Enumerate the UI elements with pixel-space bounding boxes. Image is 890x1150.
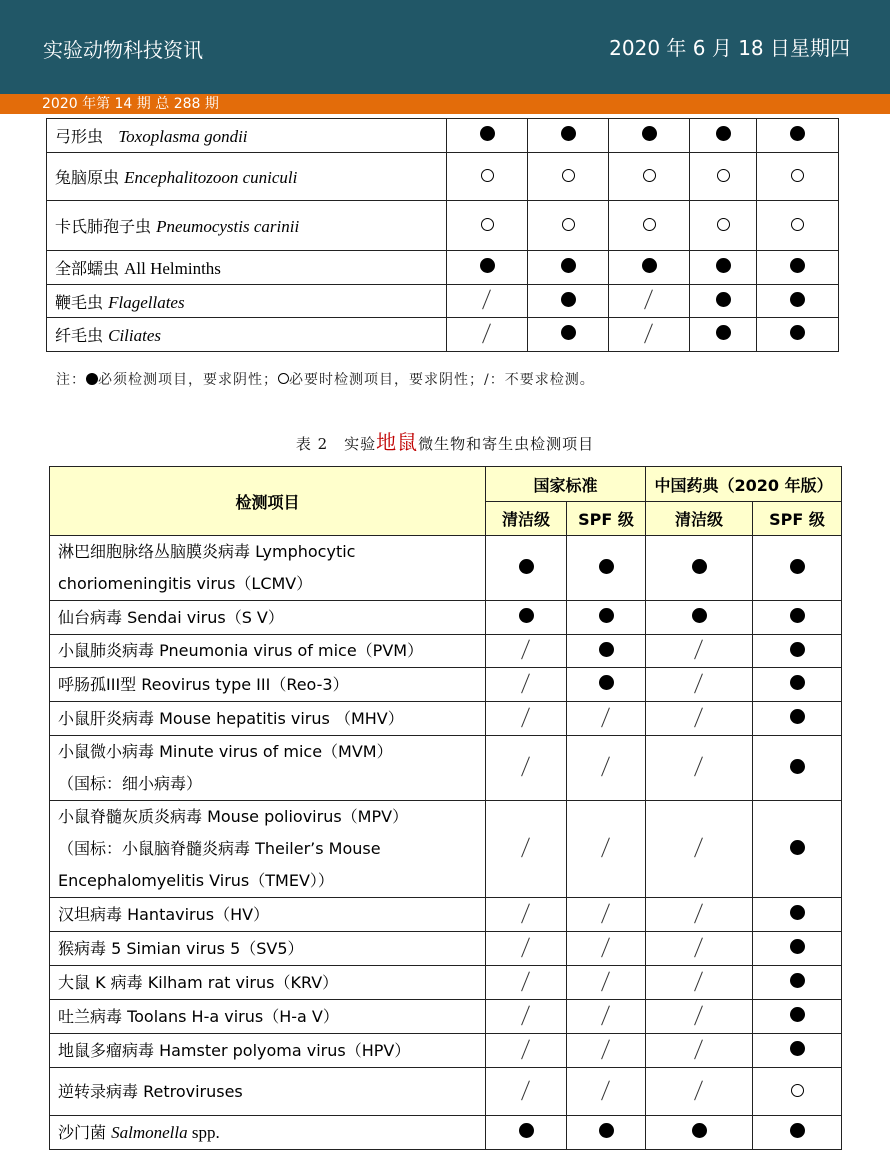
open-circle-icon — [791, 1084, 804, 1097]
item-line: 小鼠肺炎病毒 Pneumonia virus of mice（PVM） — [58, 641, 424, 660]
mark-cell — [753, 668, 842, 702]
mark-cell — [567, 702, 646, 736]
item-cn: 沙门菌 — [58, 1122, 107, 1142]
mark-cell — [646, 1116, 753, 1150]
table-row — [50, 1000, 842, 1034]
mark-cell — [567, 1116, 646, 1150]
item-latin: Flagellates — [108, 292, 185, 312]
open-circle-icon — [791, 218, 804, 231]
mark-cell — [486, 1068, 567, 1116]
mark-cell — [567, 635, 646, 668]
slash-icon — [520, 755, 532, 777]
mark-cell — [690, 285, 757, 318]
slash-icon — [520, 1038, 532, 1060]
item-latin: Ciliates — [108, 326, 162, 345]
open-circle-icon — [717, 218, 730, 231]
mark-cell — [528, 285, 609, 318]
mark-cell — [528, 153, 609, 201]
mark-cell — [447, 285, 528, 318]
slash-icon — [693, 836, 705, 858]
item-cn: 弓形虫 — [55, 127, 104, 146]
slash-icon — [520, 706, 532, 728]
item-line: 汉坦病毒 Hantavirus（HV） — [58, 904, 270, 924]
open-circle-icon — [278, 373, 289, 384]
filled-dot-icon — [692, 1123, 707, 1138]
filled-dot-icon — [519, 608, 534, 623]
header-sub-spf-1: SPF 级 — [567, 502, 646, 536]
header-sub-clean-1: 清洁级 — [486, 502, 567, 536]
table-1-parasites — [46, 118, 839, 352]
header-national-standard: 国家标准 — [486, 467, 646, 502]
filled-dot-icon — [790, 126, 805, 141]
filled-dot-icon — [716, 258, 731, 273]
mark-cell — [757, 285, 839, 318]
open-circle-icon — [643, 218, 656, 231]
mark-cell — [646, 966, 753, 1000]
item-name — [47, 251, 447, 285]
filled-dot-icon — [599, 559, 614, 574]
mark-cell — [609, 251, 690, 285]
slash-icon — [520, 836, 532, 858]
mark-cell — [528, 251, 609, 285]
publication-title: 实验动物科技资讯 — [43, 38, 203, 62]
header-sub-clean-2: 清洁级 — [646, 502, 753, 536]
filled-dot-icon — [716, 292, 731, 307]
slash-icon — [520, 936, 532, 958]
table-row — [47, 285, 839, 318]
item-name — [47, 119, 447, 153]
filled-dot-icon — [519, 1123, 534, 1138]
mark-cell — [609, 285, 690, 318]
filled-dot-icon — [599, 608, 614, 623]
slash-icon — [600, 1004, 612, 1026]
mark-cell — [486, 801, 567, 898]
filled-dot-icon — [480, 258, 495, 273]
item-latin-suffix: spp. — [187, 1122, 220, 1142]
table-row — [47, 201, 839, 251]
filled-dot-icon — [692, 608, 707, 623]
mark-cell — [609, 153, 690, 201]
item-line: （国标：小鼠脑脊髓炎病毒 Theiler’s Mouse — [58, 839, 381, 858]
caption-prefix: 表 2 实验 — [295, 435, 377, 453]
mark-cell — [646, 736, 753, 801]
publication-date: 2020 年 6 月 18 日星期四 — [609, 36, 850, 60]
slash-icon — [693, 970, 705, 992]
mark-cell — [486, 966, 567, 1000]
slash-icon — [600, 1038, 612, 1060]
item-name — [50, 1068, 486, 1116]
filled-dot-icon — [642, 258, 657, 273]
slash-icon — [600, 936, 612, 958]
mark-cell — [646, 702, 753, 736]
table-row — [50, 898, 842, 932]
mark-cell — [753, 898, 842, 932]
table-row — [47, 119, 839, 153]
open-circle-icon — [643, 169, 656, 182]
mark-cell — [757, 201, 839, 251]
slash-icon — [481, 288, 493, 310]
slash-icon — [600, 970, 612, 992]
table-2-caption — [0, 426, 890, 455]
mark-cell — [757, 153, 839, 201]
mark-cell — [567, 536, 646, 601]
mark-cell — [447, 251, 528, 285]
mark-cell — [486, 1116, 567, 1150]
open-circle-icon — [481, 218, 494, 231]
mark-cell — [567, 1000, 646, 1034]
mark-cell — [753, 801, 842, 898]
table-row — [47, 318, 839, 352]
legend-note — [56, 369, 595, 389]
mark-cell — [486, 702, 567, 736]
item-line: 小鼠微小病毒 Minute virus of mice（MVM） — [58, 742, 393, 761]
mark-cell — [447, 318, 528, 352]
table-row — [50, 966, 842, 1000]
table-row — [50, 601, 842, 635]
item-cn: 纤毛虫 — [55, 326, 104, 345]
item-latin: Encephalitozoon cuniculi — [124, 168, 298, 187]
item-line: Encephalomyelitis Virus（TMEV）） — [58, 871, 334, 890]
mark-cell — [486, 668, 567, 702]
item-name — [47, 153, 447, 201]
mark-cell — [753, 736, 842, 801]
table-row — [47, 153, 839, 201]
mark-cell — [646, 1000, 753, 1034]
mark-cell — [753, 1116, 842, 1150]
slash-icon — [520, 1004, 532, 1026]
item-line: 小鼠脊髓灰质炎病毒 Mouse poliovirus（MPV） — [58, 807, 409, 826]
mark-cell — [486, 536, 567, 601]
filled-dot-icon — [790, 1041, 805, 1056]
mark-cell — [567, 966, 646, 1000]
slash-icon — [600, 706, 612, 728]
item-line: 呼肠孤III型 Reovirus type III（Reo-3） — [58, 674, 349, 694]
filled-dot-icon — [561, 325, 576, 340]
slash-icon — [693, 902, 705, 924]
mark-cell — [757, 119, 839, 153]
slash-icon — [693, 706, 705, 728]
item-name — [50, 801, 486, 898]
filled-dot-icon — [790, 258, 805, 273]
filled-dot-icon — [790, 559, 805, 574]
slash-icon — [520, 672, 532, 694]
filled-dot-icon — [790, 973, 805, 988]
item-name — [50, 1034, 486, 1068]
item-name — [50, 702, 486, 736]
item-latin: All Helminths — [124, 259, 221, 278]
filled-dot-icon — [790, 1123, 805, 1138]
mark-cell — [753, 1068, 842, 1116]
mark-cell — [757, 318, 839, 352]
table-row — [50, 702, 842, 736]
item-name — [47, 318, 447, 352]
table-row — [50, 635, 842, 668]
item-latin: Salmonella — [111, 1122, 188, 1142]
mark-cell — [646, 1068, 753, 1116]
mark-cell — [486, 932, 567, 966]
mark-cell — [486, 736, 567, 801]
mark-cell — [609, 201, 690, 251]
slash-icon — [520, 638, 532, 660]
mark-cell — [486, 1034, 567, 1068]
open-circle-icon — [481, 169, 494, 182]
mark-cell — [609, 119, 690, 153]
mark-cell — [567, 1034, 646, 1068]
filled-dot-icon — [790, 608, 805, 623]
item-cn: 鞭毛虫 — [55, 292, 104, 312]
mark-cell — [528, 201, 609, 251]
item-name — [50, 601, 486, 635]
filled-dot-icon — [716, 325, 731, 340]
mark-cell — [753, 966, 842, 1000]
mark-cell — [753, 635, 842, 668]
mark-cell — [753, 601, 842, 635]
mark-cell — [753, 536, 842, 601]
header-pharmacopoeia: 中国药典（2020 年版） — [646, 467, 842, 502]
mark-cell — [753, 932, 842, 966]
slash-icon — [600, 836, 612, 858]
slash-icon — [600, 1079, 612, 1101]
mark-cell — [447, 201, 528, 251]
table-row — [50, 1034, 842, 1068]
table-row — [50, 801, 842, 898]
mark-cell — [753, 702, 842, 736]
mark-cell — [753, 1000, 842, 1034]
masthead — [0, 0, 890, 94]
filled-dot-icon — [790, 292, 805, 307]
slash-icon — [481, 322, 493, 344]
note-optional: 必要时检测项目，要求阴性； — [289, 372, 484, 388]
item-line: 小鼠肝炎病毒 Mouse hepatitis virus （MHV） — [58, 708, 404, 728]
item-cn: 卡氏肺孢子虫 — [55, 217, 152, 236]
slash-icon — [643, 322, 655, 344]
mark-cell — [646, 668, 753, 702]
item-line: 地鼠多瘤病毒 Hamster polyoma virus（HPV） — [58, 1040, 411, 1060]
filled-dot-icon — [480, 126, 495, 141]
mark-cell — [646, 1034, 753, 1068]
table-row — [50, 736, 842, 801]
slash-icon — [693, 638, 705, 660]
item-name — [47, 201, 447, 251]
mark-cell — [486, 1000, 567, 1034]
note-required: 必须检测项目，要求阴性； — [98, 372, 278, 388]
slash-icon — [693, 1038, 705, 1060]
item-name — [50, 668, 486, 702]
mark-cell — [646, 635, 753, 668]
item-name — [50, 966, 486, 1000]
mark-cell — [528, 119, 609, 153]
table-row — [50, 1068, 842, 1116]
mark-cell — [753, 1034, 842, 1068]
caption-highlight: 地鼠 — [376, 430, 419, 454]
slash-icon — [693, 1004, 705, 1026]
filled-dot-icon — [561, 126, 576, 141]
mark-cell — [567, 801, 646, 898]
mark-cell — [567, 1068, 646, 1116]
issue-number: 2020 年第 14 期 总 288 期 — [42, 96, 219, 112]
filled-dot-icon — [790, 905, 805, 920]
item-name — [47, 285, 447, 318]
mark-cell — [646, 898, 753, 932]
item-line: 逆转录病毒 Retroviruses — [58, 1081, 243, 1101]
mark-cell — [447, 153, 528, 201]
slash-icon — [643, 288, 655, 310]
mark-cell — [757, 251, 839, 285]
slash-icon — [520, 902, 532, 924]
mark-cell — [609, 318, 690, 352]
header-item: 检测项目 — [50, 467, 486, 536]
item-line: 吐兰病毒 Toolans H-a virus（H-a V） — [58, 1006, 339, 1026]
slash-icon — [520, 970, 532, 992]
filled-dot-icon — [561, 258, 576, 273]
mark-cell — [690, 119, 757, 153]
slash-icon — [600, 755, 612, 777]
mark-cell — [486, 635, 567, 668]
item-latin: Pneumocystis carinii — [156, 217, 300, 236]
filled-dot-icon — [599, 675, 614, 690]
slash-icon — [600, 902, 612, 924]
slash-icon — [693, 755, 705, 777]
item-name — [50, 932, 486, 966]
item-line: choriomeningitis virus（LCMV） — [58, 574, 313, 593]
item-line: 仙台病毒 Sendai virus（S V） — [58, 607, 284, 627]
item-line: （国标：细小病毒） — [58, 774, 203, 793]
item-cn: 全部蠕虫 — [55, 259, 120, 278]
filled-dot-icon — [790, 709, 805, 724]
slash-icon — [520, 1079, 532, 1101]
mark-cell — [567, 898, 646, 932]
open-circle-icon — [562, 169, 575, 182]
item-name — [50, 1000, 486, 1034]
mark-cell — [690, 251, 757, 285]
table-row — [50, 536, 842, 601]
filled-dot-icon — [599, 642, 614, 657]
table-2-hamster — [49, 466, 842, 1150]
filled-dot-icon — [790, 642, 805, 657]
filled-dot-icon — [599, 1123, 614, 1138]
item-name — [50, 635, 486, 668]
open-circle-icon — [791, 169, 804, 182]
item-cn: 兔脑原虫 — [55, 168, 120, 187]
filled-dot-icon — [790, 1007, 805, 1022]
item-name — [50, 1116, 486, 1150]
table-row — [50, 932, 842, 966]
mark-cell — [567, 668, 646, 702]
note-none: /：不要求检测。 — [484, 372, 595, 388]
mark-cell — [528, 318, 609, 352]
slash-icon — [693, 1079, 705, 1101]
filled-dot-icon — [86, 373, 98, 385]
item-latin: Toxoplasma gondii — [118, 127, 248, 146]
item-name — [50, 536, 486, 601]
mark-cell — [646, 801, 753, 898]
table-row — [50, 668, 842, 702]
mark-cell — [690, 153, 757, 201]
mark-cell — [646, 536, 753, 601]
filled-dot-icon — [790, 325, 805, 340]
item-name — [50, 898, 486, 932]
filled-dot-icon — [790, 840, 805, 855]
mark-cell — [567, 736, 646, 801]
mark-cell — [567, 601, 646, 635]
item-line: 大鼠 K 病毒 Kilham rat virus（KRV） — [58, 972, 339, 992]
filled-dot-icon — [642, 126, 657, 141]
item-line: 猴病毒 5 Simian virus 5（SV5） — [58, 938, 304, 958]
mark-cell — [567, 932, 646, 966]
mark-cell — [486, 898, 567, 932]
caption-suffix: 微生物和寄生虫检测项目 — [418, 435, 595, 453]
issue-strip — [0, 94, 890, 114]
mark-cell — [690, 318, 757, 352]
item-name — [50, 736, 486, 801]
mark-cell — [486, 601, 567, 635]
filled-dot-icon — [790, 675, 805, 690]
open-circle-icon — [562, 218, 575, 231]
header-sub-spf-2: SPF 级 — [753, 502, 842, 536]
open-circle-icon — [717, 169, 730, 182]
filled-dot-icon — [790, 759, 805, 774]
mark-cell — [447, 119, 528, 153]
filled-dot-icon — [561, 292, 576, 307]
filled-dot-icon — [790, 939, 805, 954]
mark-cell — [690, 201, 757, 251]
note-prefix: 注： — [56, 372, 86, 388]
filled-dot-icon — [716, 126, 731, 141]
table-row — [47, 251, 839, 285]
mark-cell — [646, 932, 753, 966]
mark-cell — [646, 601, 753, 635]
filled-dot-icon — [519, 559, 534, 574]
slash-icon — [693, 672, 705, 694]
filled-dot-icon — [692, 559, 707, 574]
item-line: 淋巴细胞脉络丛脑膜炎病毒 Lymphocytic — [58, 542, 356, 561]
table-row — [50, 1116, 842, 1150]
slash-icon — [693, 936, 705, 958]
